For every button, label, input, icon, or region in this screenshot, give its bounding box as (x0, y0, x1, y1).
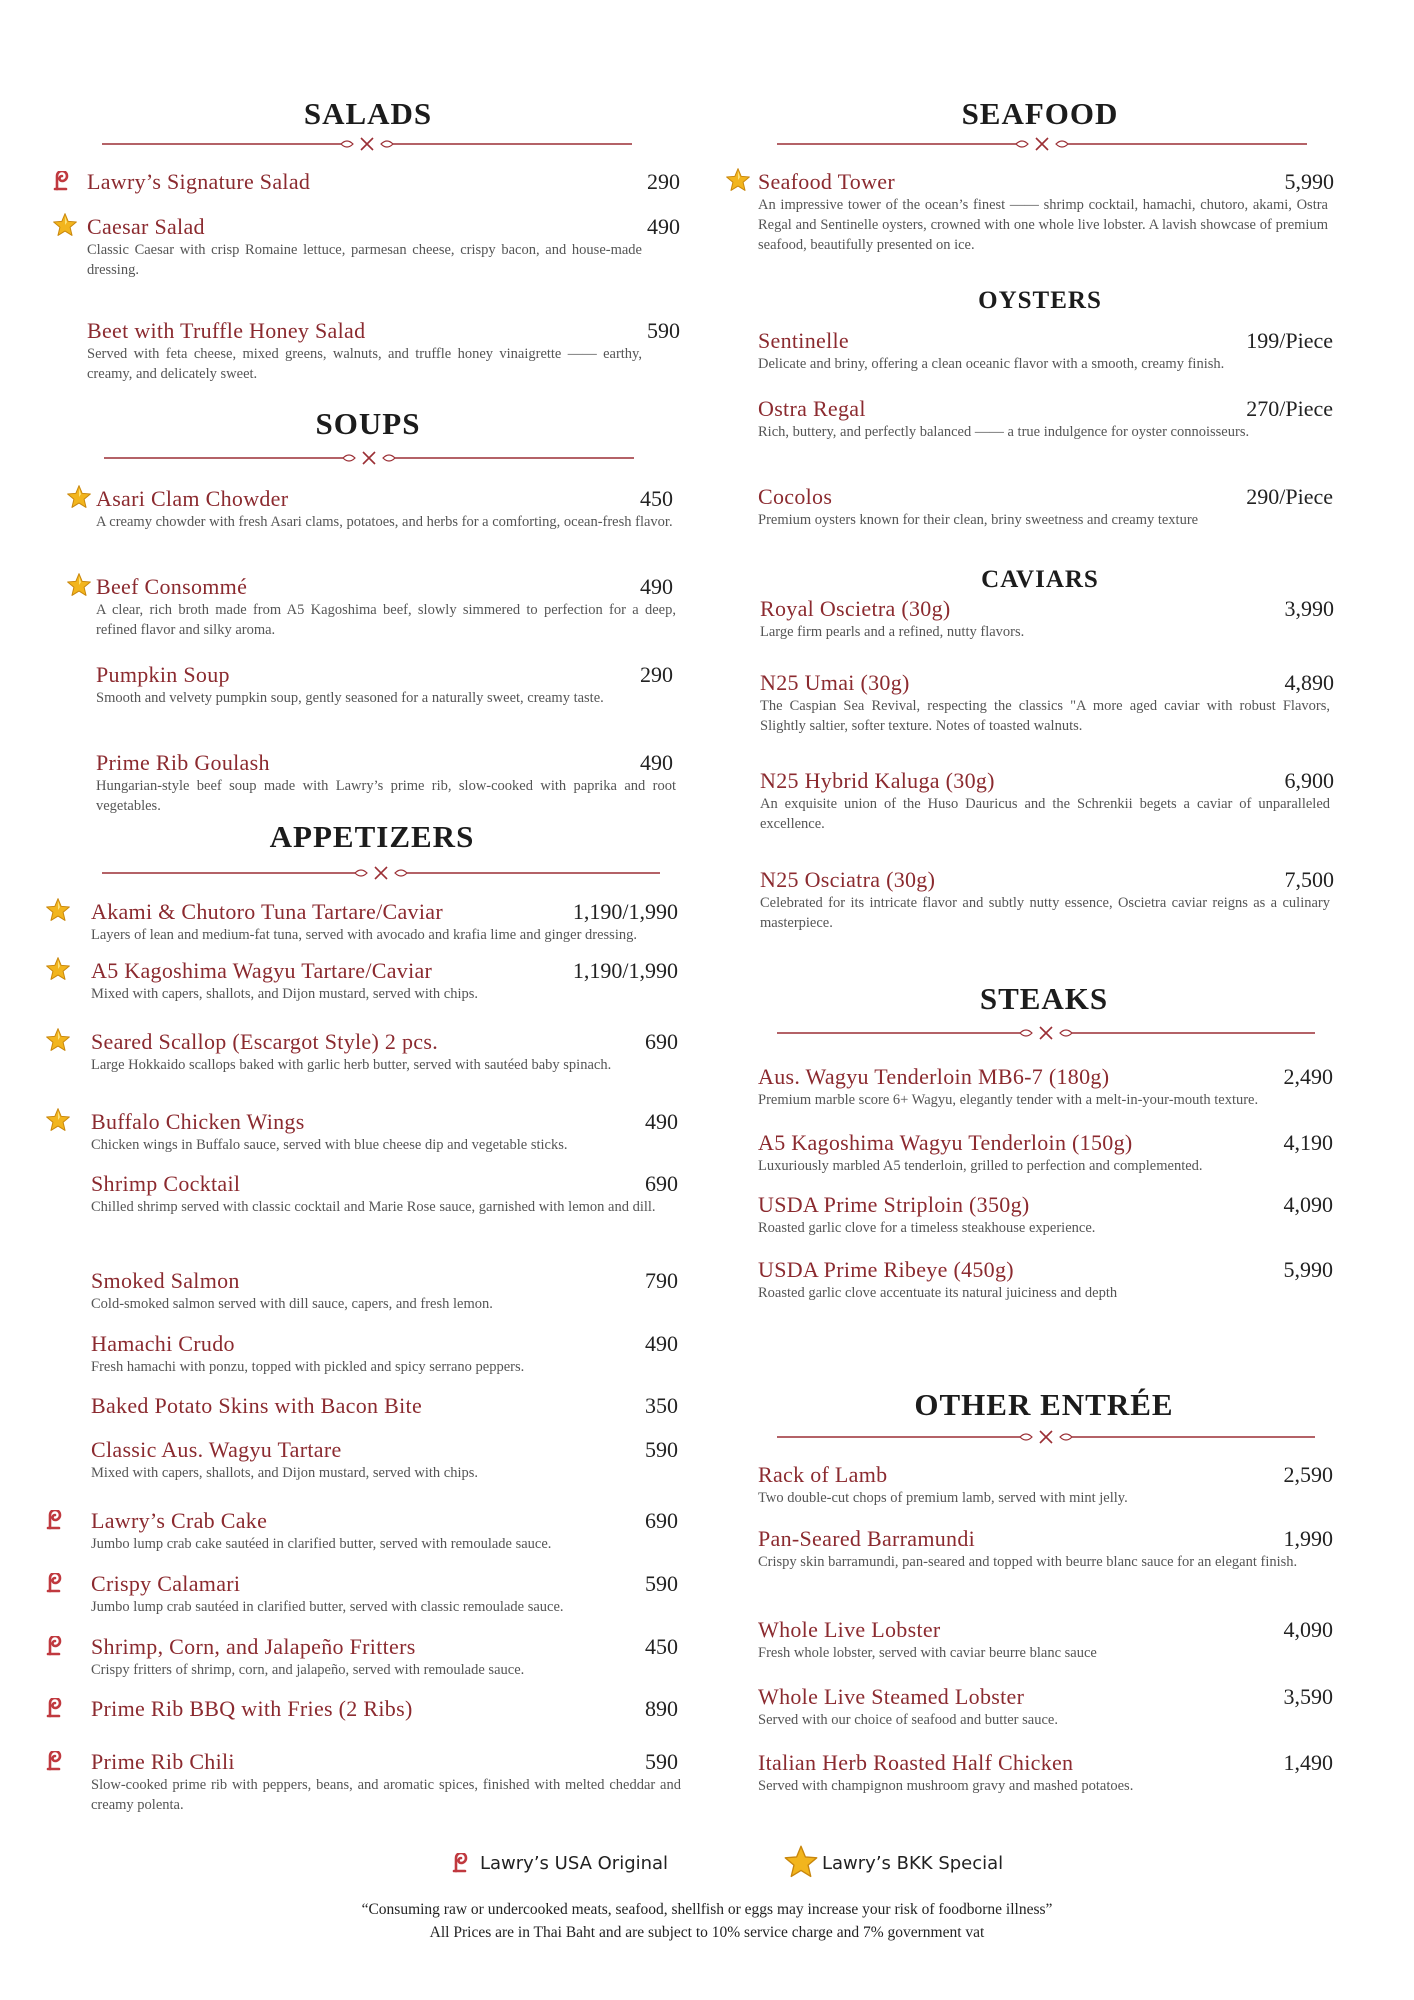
menu-item-name: Shrimp Cocktail (91, 1171, 241, 1196)
menu-item-price: 7,500 (1284, 867, 1334, 892)
menu-item-price: 590 (645, 1749, 678, 1774)
menu-item-description: Mixed with capers, shallots, and Dijon mustard, served with chips. (91, 986, 479, 1002)
menu-item-price: 690 (645, 1508, 678, 1533)
menu-item-price: 890 (645, 1696, 678, 1721)
menu-item-name: Buffalo Chicken Wings (91, 1109, 305, 1134)
menu-item-name: Royal Oscietra (30g) (760, 596, 951, 621)
menu-item-description: Large firm pearls and a refined, nutty flavors. (760, 624, 1025, 640)
menu-item-price: 4,190 (1283, 1130, 1333, 1155)
menu-item-description: A creamy chowder with fresh Asari clams, potatoes, and herbs for a comforting, ocean-fresh flavor. (96, 514, 673, 530)
menu-item-description: Mixed with capers, shallots, and Dijon mustard, served with chips. (91, 1465, 479, 1481)
menu-item-price: 350 (645, 1393, 678, 1418)
menu-item-name: Lawry’s Crab Cake (91, 1508, 268, 1533)
menu-item-name: Ostra Regal (758, 396, 866, 421)
usa-original-icon (451, 1853, 471, 1873)
menu-item-name: Hamachi Crudo (91, 1331, 235, 1356)
menu-item-price: 590 (647, 318, 680, 343)
section-divider (777, 137, 1307, 156)
menu-item-name: Caesar Salad (87, 214, 205, 239)
menu-item-description: Roasted garlic clove accentuate its natural juiciness and depth (758, 1285, 1118, 1301)
menu-item-price: 5,990 (1283, 1257, 1333, 1282)
menu-item-description: Crispy fritters of shrimp, corn, and jalapeño, served with remoulade sauce. (91, 1662, 525, 1678)
menu-item-name: Italian Herb Roasted Half Chicken (758, 1750, 1074, 1775)
menu-item-description: Layers of lean and medium-fat tuna, served with avocado and krafia lime and ginger dressing. (91, 927, 637, 943)
menu-item-name: N25 Osciatra (30g) (760, 867, 936, 892)
menu-item-description: The Caspian Sea Revival, respecting the classics "A more aged caviar with robust Flavors, Slightly saltier, softer texture. Notes of toasted walnuts. (760, 698, 1330, 734)
menu-item-description: A clear, rich broth made from A5 Kagoshima beef, slowly simmered to perfection for a deep, refined flavor and silky aroma. (96, 602, 676, 638)
menu-item-description: Classic Caesar with crisp Romaine lettuce, parmesan cheese, crispy bacon, and house-made dressing. (87, 242, 642, 278)
usa-original-icon (45, 1751, 65, 1771)
menu-item-name: Sentinelle (758, 328, 849, 353)
menu-item-price: 199/Piece (1246, 328, 1333, 353)
menu-item-description: Jumbo lump crab cake sautéed in clarified butter, served with remoulade sauce. (91, 1536, 552, 1552)
menu-item-name: Asari Clam Chowder (96, 486, 289, 511)
menu-item-description: Jumbo lump crab sautéed in clarified butter, served with classic remoulade sauce. (91, 1599, 564, 1615)
menu-item-description: Rich, buttery, and perfectly balanced —— a true indulgence for oyster connoisseurs. (758, 424, 1250, 440)
menu-item-price: 590 (645, 1571, 678, 1596)
menu-item-price: 6,900 (1284, 768, 1334, 793)
menu-item-price: 3,990 (1284, 596, 1334, 621)
menu-item-price: 450 (640, 486, 673, 511)
menu-item-description: Crispy skin barramundi, pan-seared and topped with beurre blanc sauce for an elegant finish. (758, 1554, 1298, 1570)
section-title-steaks: STEAKS (979, 981, 1109, 1016)
menu-item-description: Premium marble score 6+ Wagyu, elegantly tender with a melt-in-your-mouth texture. (758, 1092, 1259, 1108)
menu-item-name: Prime Rib Chili (91, 1749, 235, 1774)
menu-item-description: Served with our choice of seafood and butter sauce. (758, 1712, 1058, 1728)
menu-item-price: 5,990 (1284, 169, 1334, 194)
usa-original-icon (52, 171, 72, 191)
bkk-special-star-icon (66, 572, 92, 598)
section-divider (102, 137, 632, 156)
legend-bkk-special: Lawry’s BKK Special (822, 1853, 1004, 1874)
menu-item-description: Fresh hamachi with ponzu, topped with pickled and spicy serrano peppers. (91, 1359, 525, 1375)
menu-item-name: N25 Hybrid Kaluga (30g) (760, 768, 995, 793)
legend-usa-original: Lawry’s USA Original (480, 1853, 669, 1874)
menu-item-name: Whole Live Steamed Lobster (758, 1684, 1025, 1709)
menu-item-name: Cocolos (758, 484, 833, 509)
menu-item-description: Chilled shrimp served with classic cocktail and Marie Rose sauce, garnished with lemon and dill. (91, 1199, 656, 1215)
menu-item-price: 490 (640, 574, 673, 599)
menu-item-name: USDA Prime Striploin (350g) (758, 1192, 1030, 1217)
menu-item-price: 490 (647, 214, 680, 239)
menu-item-price: 790 (645, 1268, 678, 1293)
menu-item-name: USDA Prime Ribeye (450g) (758, 1257, 1014, 1282)
menu-item-price: 1,490 (1283, 1750, 1333, 1775)
menu-item-description: Cold-smoked salmon served with dill sauce, capers, and fresh lemon. (91, 1296, 493, 1312)
section-title-caviars: CAVIARS (981, 566, 1099, 593)
bkk-special-star-icon (783, 1844, 819, 1880)
menu-item-price: 4,890 (1284, 670, 1334, 695)
bkk-special-star-icon (45, 897, 71, 923)
menu-item-name: Smoked Salmon (91, 1268, 240, 1293)
menu-item-name: Baked Potato Skins with Bacon Bite (91, 1393, 423, 1418)
bkk-special-star-icon (66, 484, 92, 510)
menu-item-name: Whole Live Lobster (758, 1617, 941, 1642)
menu-item-name: Crispy Calamari (91, 1571, 241, 1596)
menu-item-price: 450 (645, 1634, 678, 1659)
section-title-salads: SALADS (303, 96, 433, 131)
menu-item-name: Beet with Truffle Honey Salad (87, 318, 366, 343)
bkk-special-star-icon (45, 1107, 71, 1133)
menu-item-name: Akami & Chutoro Tuna Tartare/Caviar (91, 899, 443, 924)
menu-item-price: 2,490 (1283, 1064, 1333, 1089)
menu-item-name: Pumpkin Soup (96, 662, 230, 687)
section-title-seafood: SEAFOOD (961, 96, 1119, 131)
menu-item-description: Chicken wings in Buffalo sauce, served with blue cheese dip and vegetable sticks. (91, 1137, 568, 1153)
menu-item-description: Two double-cut chops of premium lamb, served with mint jelly. (758, 1490, 1128, 1506)
menu-item-price: 590 (645, 1437, 678, 1462)
menu-item-name: Beef Consommé (96, 574, 248, 599)
menu-item-description: Celebrated for its intricate flavor and subtly nutty essence, Oscietra caviar reigns as a culinary masterpiece. (760, 895, 1330, 931)
menu-item-description: Served with feta cheese, mixed greens, walnuts, and truffle honey vinaigrette —— earthy, creamy, and delicately sweet. (87, 346, 642, 382)
usa-original-icon (45, 1510, 65, 1530)
bkk-special-star-icon (45, 1027, 71, 1053)
food-safety-disclaimer: “Consuming raw or undercooked meats, seafood, shellfish or eggs may increase your risk of foodborne illness” (361, 1901, 1053, 1918)
section-divider (102, 866, 660, 885)
section-title-oysters: OYSTERS (978, 287, 1102, 314)
bkk-special-star-icon (45, 956, 71, 982)
menu-item-description: Premium oysters known for their clean, briny sweetness and creamy texture (758, 512, 1199, 528)
menu-item-name: Prime Rib BBQ with Fries (2 Ribs) (91, 1696, 413, 1721)
menu-item-description: Delicate and briny, offering a clean oceanic flavor with a smooth, creamy finish. (758, 356, 1225, 372)
menu-item-price: 3,590 (1283, 1684, 1333, 1709)
bkk-special-star-icon (52, 212, 78, 238)
menu-item-description: Smooth and velvety pumpkin soup, gently seasoned for a naturally sweet, creamy taste. (96, 690, 604, 706)
menu-item-name: Aus. Wagyu Tenderloin MB6-7 (180g) (758, 1064, 1110, 1089)
menu-item-price: 290 (647, 169, 680, 194)
menu-item-price: 690 (645, 1029, 678, 1054)
menu-item-price: 4,090 (1283, 1617, 1333, 1642)
menu-item-price: 270/Piece (1246, 396, 1333, 421)
menu-item-price: 490 (645, 1331, 678, 1356)
section-title-other-entree: OTHER ENTRÉE (914, 1387, 1174, 1422)
bkk-special-star-icon (725, 167, 751, 193)
menu-item-description: Large Hokkaido scallops baked with garlic herb butter, served with sautéed baby spinach. (91, 1057, 612, 1073)
menu-item-description: An exquisite union of the Huso Dauricus and the Schrenkii begets a caviar of unparalleled excellence. (760, 796, 1330, 832)
menu-item-price: 1,990 (1283, 1526, 1333, 1551)
menu-item-name: Seared Scallop (Escargot Style) 2 pcs. (91, 1029, 439, 1054)
menu-item-price: 4,090 (1283, 1192, 1333, 1217)
menu-item-name: Rack of Lamb (758, 1462, 888, 1487)
menu-item-name: Seafood Tower (758, 169, 895, 194)
menu-item-name: N25 Umai (30g) (760, 670, 910, 695)
section-divider (777, 1026, 1315, 1045)
menu-item-price: 2,590 (1283, 1462, 1333, 1487)
menu-item-price: 490 (645, 1109, 678, 1134)
menu-item-name: Prime Rib Goulash (96, 750, 270, 775)
menu-item-price: 290/Piece (1246, 484, 1333, 509)
section-title-soups: SOUPS (315, 406, 421, 441)
menu-item-description: An impressive tower of the ocean’s finest —— shrimp cocktail, hamachi, chutoro, akami, Ostra Regal and Sentinelle oysters, crowned with one whole live lobster. A lavish showcase of premium seafood, beautifully presented on ice. (758, 197, 1328, 253)
menu-item-description: Slow-cooked prime rib with peppers, beans, and aromatic spices, finished with melted cheddar and creamy polenta. (91, 1777, 681, 1813)
prices-note: All Prices are in Thai Baht and are subject to 10% service charge and 7% government vat (429, 1924, 985, 1941)
menu-item-description: Roasted garlic clove for a timeless steakhouse experience. (758, 1220, 1096, 1236)
menu-item-name: A5 Kagoshima Wagyu Tartare/Caviar (91, 958, 433, 983)
menu-item-price: 1,190/1,990 (572, 899, 678, 924)
menu-item-price: 690 (645, 1171, 678, 1196)
menu-item-price: 490 (640, 750, 673, 775)
menu-item-price: 1,190/1,990 (572, 958, 678, 983)
usa-original-icon (45, 1573, 65, 1593)
menu-item-description: Luxuriously marbled A5 tenderloin, grilled to perfection and complemented. (758, 1158, 1203, 1174)
menu-item-name: Pan-Seared Barramundi (758, 1526, 976, 1551)
section-divider (777, 1430, 1315, 1449)
menu-item-price: 290 (640, 662, 673, 687)
menu-item-name: Lawry’s Signature Salad (87, 169, 311, 194)
usa-original-icon (45, 1636, 65, 1656)
menu-item-name: A5 Kagoshima Wagyu Tenderloin (150g) (758, 1130, 1133, 1155)
menu-item-name: Shrimp, Corn, and Jalapeño Fritters (91, 1634, 416, 1659)
menu-item-description: Served with champignon mushroom gravy and mashed potatoes. (758, 1778, 1134, 1794)
section-title-appetizers: APPETIZERS (269, 819, 475, 854)
section-divider (104, 451, 634, 470)
usa-original-icon (45, 1698, 65, 1718)
menu-item-description: Hungarian-style beef soup made with Lawry’s prime rib, slow-cooked with paprika and root vegetables. (96, 778, 676, 814)
menu-item-name: Classic Aus. Wagyu Tartare (91, 1437, 342, 1462)
menu-item-description: Fresh whole lobster, served with caviar beurre blanc sauce (758, 1645, 1097, 1661)
